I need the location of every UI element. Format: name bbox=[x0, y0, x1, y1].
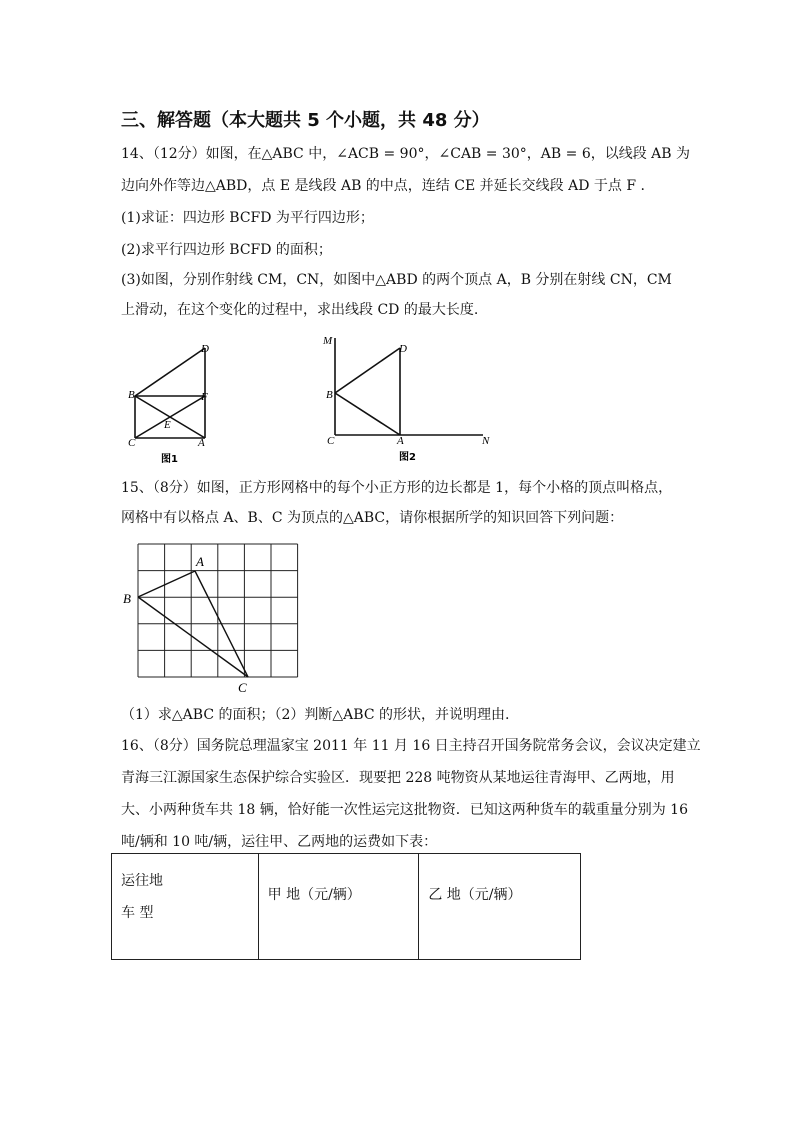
fig2-label-d: D bbox=[399, 343, 407, 355]
q14-part2: (2)求平行四边形 BCFD 的面积； bbox=[121, 242, 332, 258]
q14-part3b: 上滑动，在这个变化的过程中，求出线段 CD 的最大长度. bbox=[121, 302, 479, 318]
fig2-label-n: N bbox=[482, 435, 490, 447]
fig1-label-e: E bbox=[164, 419, 171, 431]
q14-line1: 14、（12分）如图，在△ABC 中，∠ACB = 90°，∠CAB = 30°，AB = 6，以线段 AB 为 bbox=[121, 146, 691, 162]
segment-ba bbox=[138, 571, 195, 597]
fig1-label-c: C bbox=[128, 437, 136, 449]
q16-line4: 吨/辆和 10 吨/辆，运往甲、乙两地的运费如下表： bbox=[121, 834, 438, 850]
figure-1-diagram bbox=[115, 338, 225, 468]
table-col-jia bbox=[258, 854, 419, 960]
fig1-label-b: B bbox=[128, 389, 135, 401]
fig2-caption: 图2 bbox=[399, 452, 416, 463]
table-header-vehicle-type: 车 型 bbox=[121, 905, 154, 921]
fig2-label-c: C bbox=[327, 435, 335, 447]
table-header-cell bbox=[112, 854, 259, 960]
table-header-destination: 运往地 bbox=[121, 873, 163, 889]
q16-line1: 16、（8分）国务院总理温家宝 2011 年 11 月 16 日主持召开国务院常务会议，会议决定建立 bbox=[121, 738, 701, 754]
q15-question: （1）求△ABC 的面积；（2）判断△ABC 的形状，并说明理由. bbox=[121, 707, 510, 723]
fig1-label-a: A bbox=[198, 437, 205, 449]
q14-part1: (1)求证：四边形 BCFD 为平行四边形； bbox=[121, 210, 374, 226]
grid-label-a: A bbox=[196, 554, 204, 569]
fig1-label-d: D bbox=[201, 343, 209, 355]
q16-line2: 青海三江源国家生态保护综合实验区．现要把 228 吨物资从某地运往青海甲、乙两地，用 bbox=[121, 770, 675, 786]
fig1-label-f: F bbox=[201, 391, 208, 403]
q15-line2: 网格中有以格点 A、B、C 为顶点的△ABC，请你根据所学的知识回答下列问题： bbox=[121, 510, 624, 526]
figure-2-diagram bbox=[315, 330, 500, 470]
segment-ba bbox=[335, 393, 400, 435]
table-col-yi-label: 乙 地（元/辆） bbox=[428, 887, 522, 903]
freight-cost-table bbox=[111, 853, 581, 960]
fig2-label-m: M bbox=[323, 335, 333, 347]
segment-bd bbox=[335, 348, 400, 393]
q14-part3a: (3)如图，分别作射线 CM，CN，如图中△ABD 的两个顶点 A，B 分别在射线 CN，CM bbox=[121, 272, 672, 288]
table-col-jia-label: 甲 地（元/辆） bbox=[267, 887, 361, 903]
segment-bc bbox=[138, 597, 248, 677]
q16-line3: 大、小两种货车共 18 辆，恰好能一次性运完这批物资．已知这两种货车的载重量分别为 16 bbox=[121, 802, 688, 818]
grid-diagram bbox=[118, 540, 308, 700]
table-col-yi bbox=[419, 854, 581, 960]
segment-bd bbox=[135, 348, 205, 396]
grid-label-c: C bbox=[238, 680, 247, 695]
fig1-caption: 图1 bbox=[161, 454, 178, 465]
q15-line1: 15、（8分）如图，正方形网格中的每个小正方形的边长都是 1，每个小格的顶点叫格点， bbox=[121, 480, 673, 496]
grid-label-b: B bbox=[123, 591, 131, 606]
section-title: 三、解答题（本大题共 5 个小题，共 48 分） bbox=[121, 110, 490, 131]
fig2-label-a: A bbox=[397, 435, 404, 447]
q14-line2: 边向外作等边△ABD，点 E 是线段 AB 的中点，连结 CE 并延长交线段 AD 于点 F . bbox=[121, 178, 645, 194]
fig2-label-b: B bbox=[326, 389, 333, 401]
